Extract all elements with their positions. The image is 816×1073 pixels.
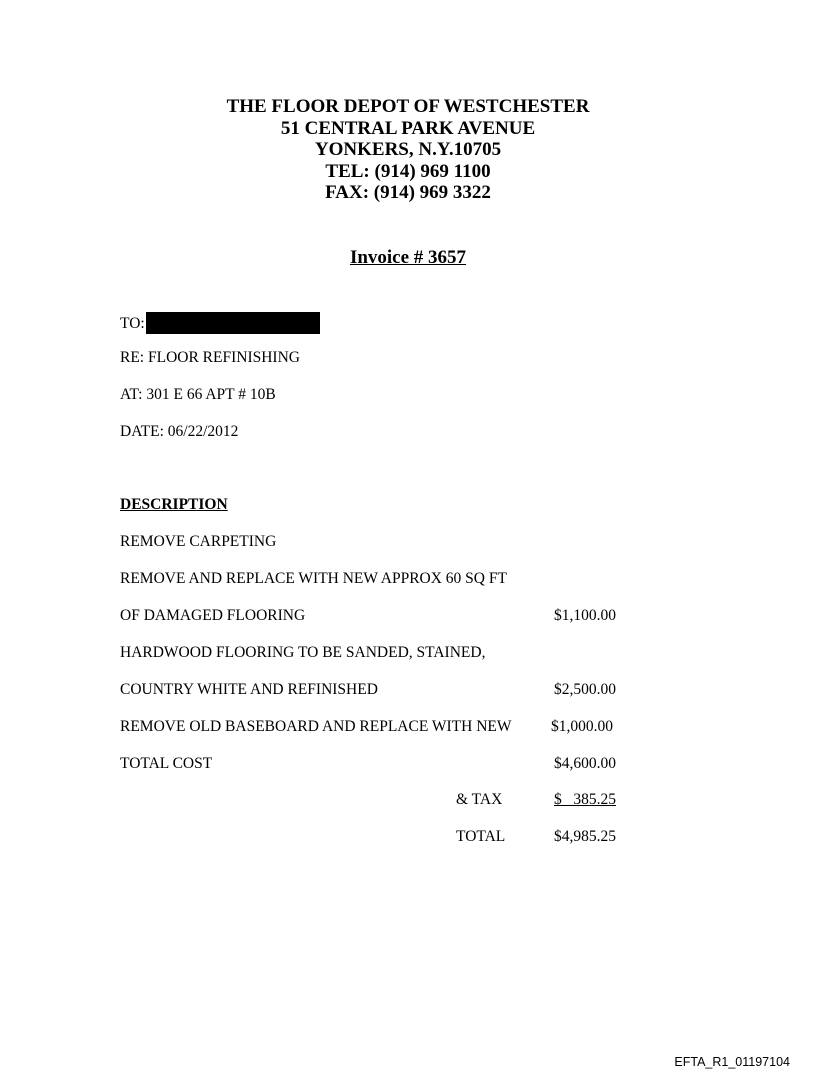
- amount-baseboard: $1,000.00: [551, 718, 613, 735]
- total-cost-label: TOTAL COST: [120, 755, 213, 772]
- company-fax: FAX: (914) 969 3322: [325, 182, 491, 203]
- to-line: [120, 312, 320, 334]
- amount-damaged-flooring: $1,100.00: [554, 607, 616, 624]
- redaction-block: [146, 312, 320, 334]
- re-line: RE: FLOOR REFINISHING: [120, 349, 300, 366]
- amount-total-cost: $4,600.00: [554, 755, 616, 772]
- company-address-line1: 51 CENTRAL PARK AVENUE: [280, 117, 536, 139]
- company-name: THE FLOOR DEPOT OF WESTCHESTER: [226, 96, 590, 117]
- document-id: EFTA_R1_01197104: [674, 1055, 790, 1069]
- to-label: TO:: [120, 315, 145, 332]
- amount-refinishing: $2,500.00: [554, 681, 616, 698]
- invoice-title: Invoice # 3657: [349, 247, 467, 268]
- company-address-line2: YONKERS, N.Y.10705: [314, 139, 502, 160]
- total-label: TOTAL: [456, 828, 506, 845]
- company-telephone: TEL: (914) 969 1100: [325, 160, 491, 182]
- tax-amount: $ 385.25: [554, 791, 616, 808]
- description-line: HARDWOOD FLOORING TO BE SANDED, STAINED,: [120, 644, 486, 661]
- at-line: AT: 301 E 66 APT # 10B: [120, 386, 276, 403]
- tax-label: & TAX: [456, 791, 503, 808]
- description-line: REMOVE CARPETING: [120, 533, 277, 550]
- description-line: REMOVE AND REPLACE WITH NEW APPROX 60 SQ FT: [120, 570, 507, 587]
- total-amount: $4,985.25: [554, 828, 616, 845]
- description-line: REMOVE OLD BASEBOARD AND REPLACE WITH NEW: [120, 718, 512, 735]
- date-line: DATE: 06/22/2012: [120, 423, 239, 440]
- description-line: OF DAMAGED FLOORING: [120, 607, 306, 624]
- description-line: COUNTRY WHITE AND REFINISHED: [120, 681, 378, 698]
- description-heading: DESCRIPTION: [120, 496, 228, 513]
- company-header: [0, 96, 816, 204]
